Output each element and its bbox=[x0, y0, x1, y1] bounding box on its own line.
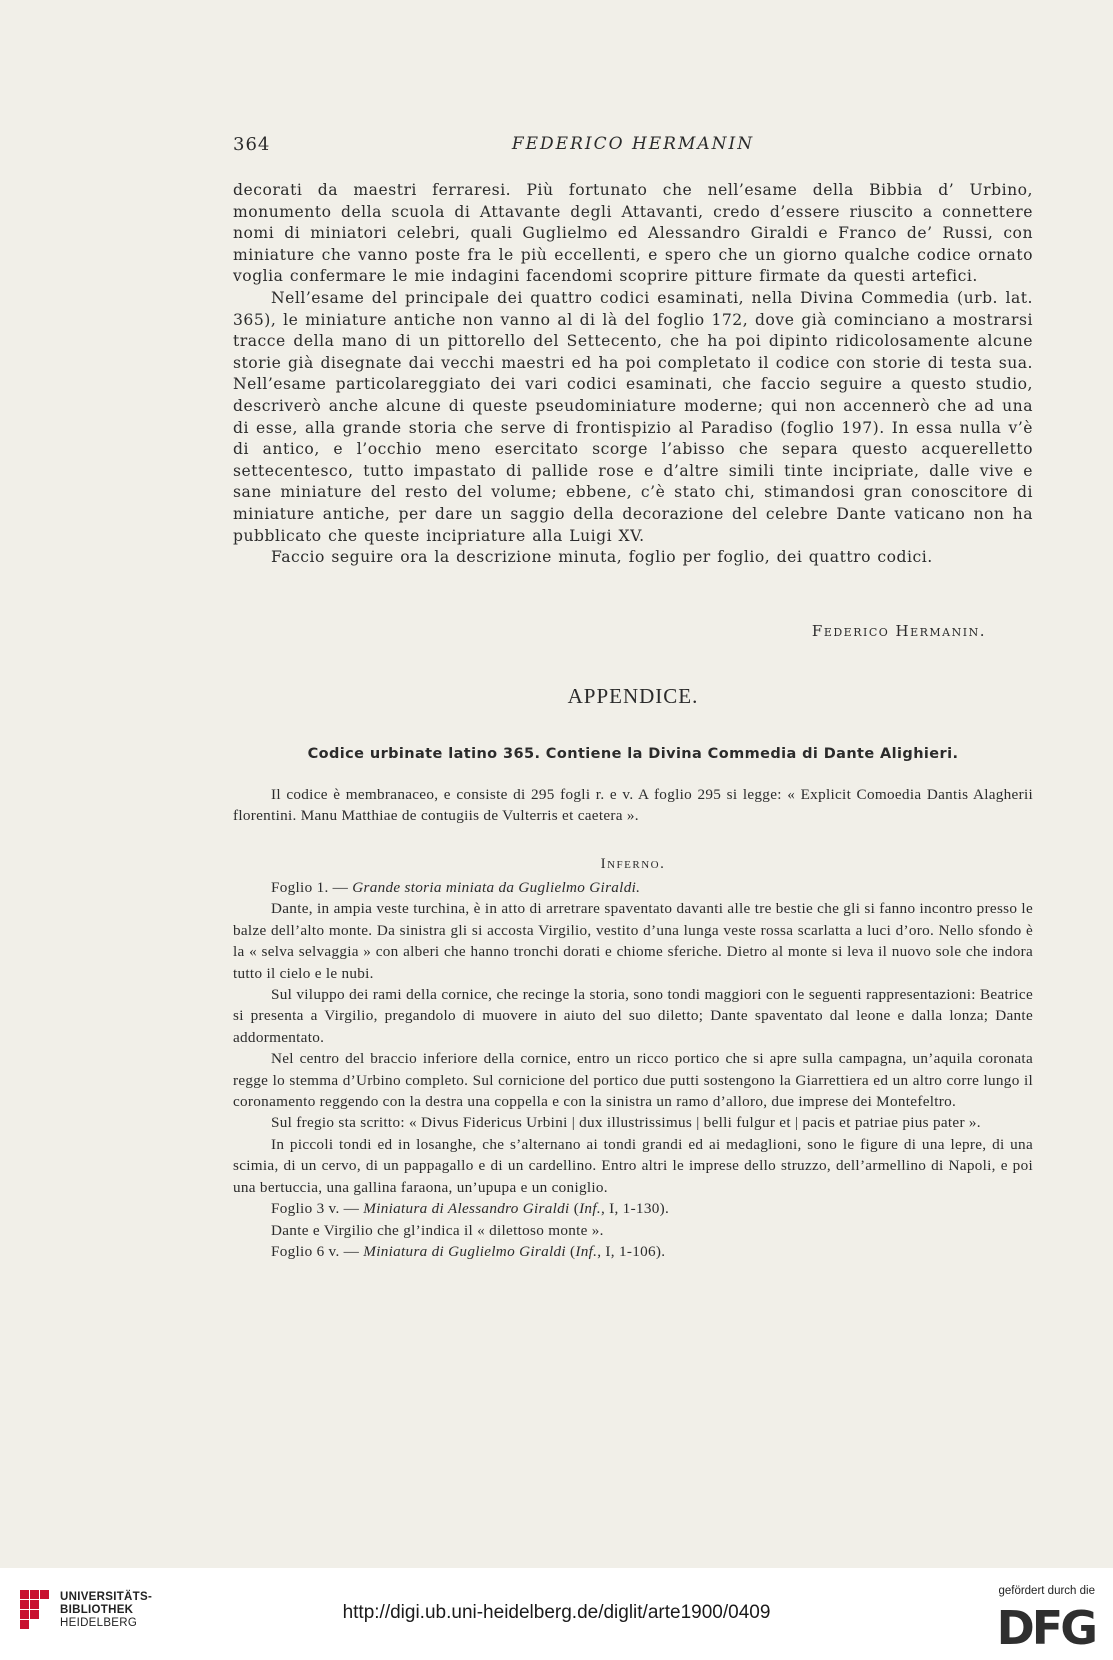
page-header bbox=[233, 134, 1033, 158]
paragraph: Dante, in ampia veste turchina, è in atto di arretrare spaventato davanti alle tre bestie che gli si fanno incontro presso le balze dell’alto monte. Da sinistra gli si accosta Virgilio, vestito d’una lunga veste rossa scarlatta a luci d’oro. Nello sfondo è la « selva selvaggia » con alberi che hanno tronchi dorati e chiome sferiche. Dietro al monte si leva il nuovo sole che indora tutto il cielo e le nubi. bbox=[233, 900, 1033, 982]
essay-body bbox=[233, 180, 1033, 569]
paragraph: Sul viluppo dei rami della cornice, che recinge la storia, sono tondi maggiori con le seguenti rappresentazioni: Beatrice si presenta a Virgilio, pregandolo di muovere in aiuto del suo diletto; Dante spaventato dal leone e dalla lonza; Dante addormentato. bbox=[233, 986, 1033, 1046]
paragraph: Nel centro del braccio inferiore della cornice, entro un ricco portico che si apre sulla campagna, un’aquila coronata regge lo stemma d’Urbino completo. Sul cornicione del portico due putti sostengono la Giarrettiera ed un altro corre lungo il coronamento reggendo con la destra una coppella e con la sinistra un ramo d’alloro, due imprese dei Montefeltro. bbox=[233, 1050, 1033, 1111]
paragraph: Faccio seguire ora la descrizione minuta, foglio per foglio, dei quattro codici. bbox=[271, 548, 933, 567]
foglio-ref: , I, 1-130). bbox=[600, 1200, 670, 1218]
foglio-title: Miniatura di Alessandro Giraldi bbox=[363, 1200, 570, 1218]
foglio-entry bbox=[233, 877, 1033, 898]
dfg-logo-text: DFG bbox=[996, 1601, 1095, 1655]
paragraph: Il codice è membranaceo, e consiste di 295 fogli r. e v. A foglio 295 si legge: « Explicit Comoedia Dantis Alagherii florentini. Manu Matthiae de contugiis de Vulterris et caetera ». bbox=[233, 786, 1033, 825]
foglio-entry bbox=[233, 1241, 1033, 1262]
digitization-footer bbox=[0, 1568, 1113, 1660]
library-name-line: HEIDELBERG bbox=[60, 1617, 138, 1629]
library-name-line: UNIVERSITÄTS- bbox=[60, 1591, 153, 1603]
inf-abbrev: Inf. bbox=[579, 1200, 601, 1218]
foglio-label: Foglio 6 v. — bbox=[271, 1242, 364, 1260]
appendix-title: APPENDICE. bbox=[567, 684, 699, 708]
foglio-label: Foglio 3 v. — bbox=[271, 1200, 364, 1218]
running-head: FEDERICO HERMANIN bbox=[511, 134, 755, 154]
paren: ( bbox=[569, 1200, 580, 1218]
inferno-heading: Inferno. bbox=[600, 856, 666, 872]
paragraph: Nell’esame del principale dei quattro codici esaminati, nella Divina Commedia (urb. lat. 365), le miniature antiche non vanno al di là del foglio 172, dove già cominciano a mostrarsi tracce della mano di un pittorello del Settecento, che ha poi dipinto ridicolosamente alcune storie già disegnate dai vecchi maestri ed ha poi completato il codice con storie di testa sua. Nell’esame particolareggiato dei vari codici esaminati, che faccio seguire a questo studio, descriverò anche alcune di queste pseudominiature moderne; qui non accennerò che ad una di esse, alla grande storia che serve di frontispizio al Paradiso (foglio 197). In essa nulla v’è di antico, e l’occhio meno esercitato scorge l’abisso che separa questo acquerelletto settecentesco, tutto impastato di pallide rose e d’altre simili tinte incipriate, dalle vive e sane miniature del resto del volume; ebbene, c’è stato chi, stimandosi gran conoscitore di miniature antiche, per dare un saggio della decorazione del celebre Dante vaticano non ha pubblicato che queste incipriature alla Luigi XV. bbox=[233, 288, 1033, 545]
foglio-title: Grande storia miniata da Guglielmo Giraldi. bbox=[352, 879, 641, 896]
paragraph: decorati da maestri ferraresi. Più fortunato che nell’esame della Bibbia d’ Urbino, monumento della scuola di Attavante degli Attavanti, credo d’essere riuscito a connettere nomi di miniatori celebri, quali Guglielmo ed Alessandro Giraldi e Franco de’ Russi, con miniature che vanno poste fra le più eccellenti, e spero che un giorno qualche codice ornato voglia confermare le mie indagini facendomi scoprire pitture firmate da questi artefici. bbox=[233, 181, 1033, 286]
codex-intro bbox=[233, 784, 1033, 827]
dfg-logo-icon bbox=[997, 1601, 1095, 1655]
paragraph: Sul fregio sta scritto: « Divus Fidericus Urbini | dux illustrissimus | belli fulgur et | pacis et patriae pius pater ». bbox=[271, 1114, 981, 1132]
paren: ( bbox=[565, 1242, 576, 1260]
page-number: 364 bbox=[233, 134, 271, 155]
paragraph: In piccoli tondi ed in losanghe, che s’alternano ai tondi grandi ed ai medaglioni, sono le figure di una lepre, di una scimia, di un cervo, di un pappagallo e di un cardellino. Entro altri le imprese dello struzzo, dell’armellino di Napoli, e poi una bertuccia, una gallina faraona, un’upupa e un coniglio. bbox=[233, 1135, 1033, 1196]
foglio-title: Miniatura di Guglielmo Giraldi bbox=[363, 1242, 566, 1260]
library-name-line: BIBLIOTHEK bbox=[60, 1604, 134, 1616]
foglio-ref: , I, 1-106). bbox=[597, 1242, 666, 1260]
codex-heading: Codice urbinate latino 365. Contiene la Divina Commedia di Dante Alighieri. bbox=[307, 746, 959, 762]
author-signature: Federico Hermanin. bbox=[811, 622, 986, 640]
funding-caption: gefördert durch die bbox=[998, 1585, 1095, 1597]
foglio-label: Foglio 1. — bbox=[271, 879, 353, 896]
inf-abbrev: Inf. bbox=[575, 1242, 598, 1260]
paragraph: Dante e Virgilio che gl’indica il « dilettoso monte ». bbox=[271, 1221, 604, 1239]
permalink-url[interactable]: http://digi.ub.uni-heidelberg.de/diglit/arte1900/0409 bbox=[342, 1602, 771, 1623]
inferno-descriptions bbox=[233, 877, 1033, 1262]
foglio-entry bbox=[233, 1198, 1033, 1219]
